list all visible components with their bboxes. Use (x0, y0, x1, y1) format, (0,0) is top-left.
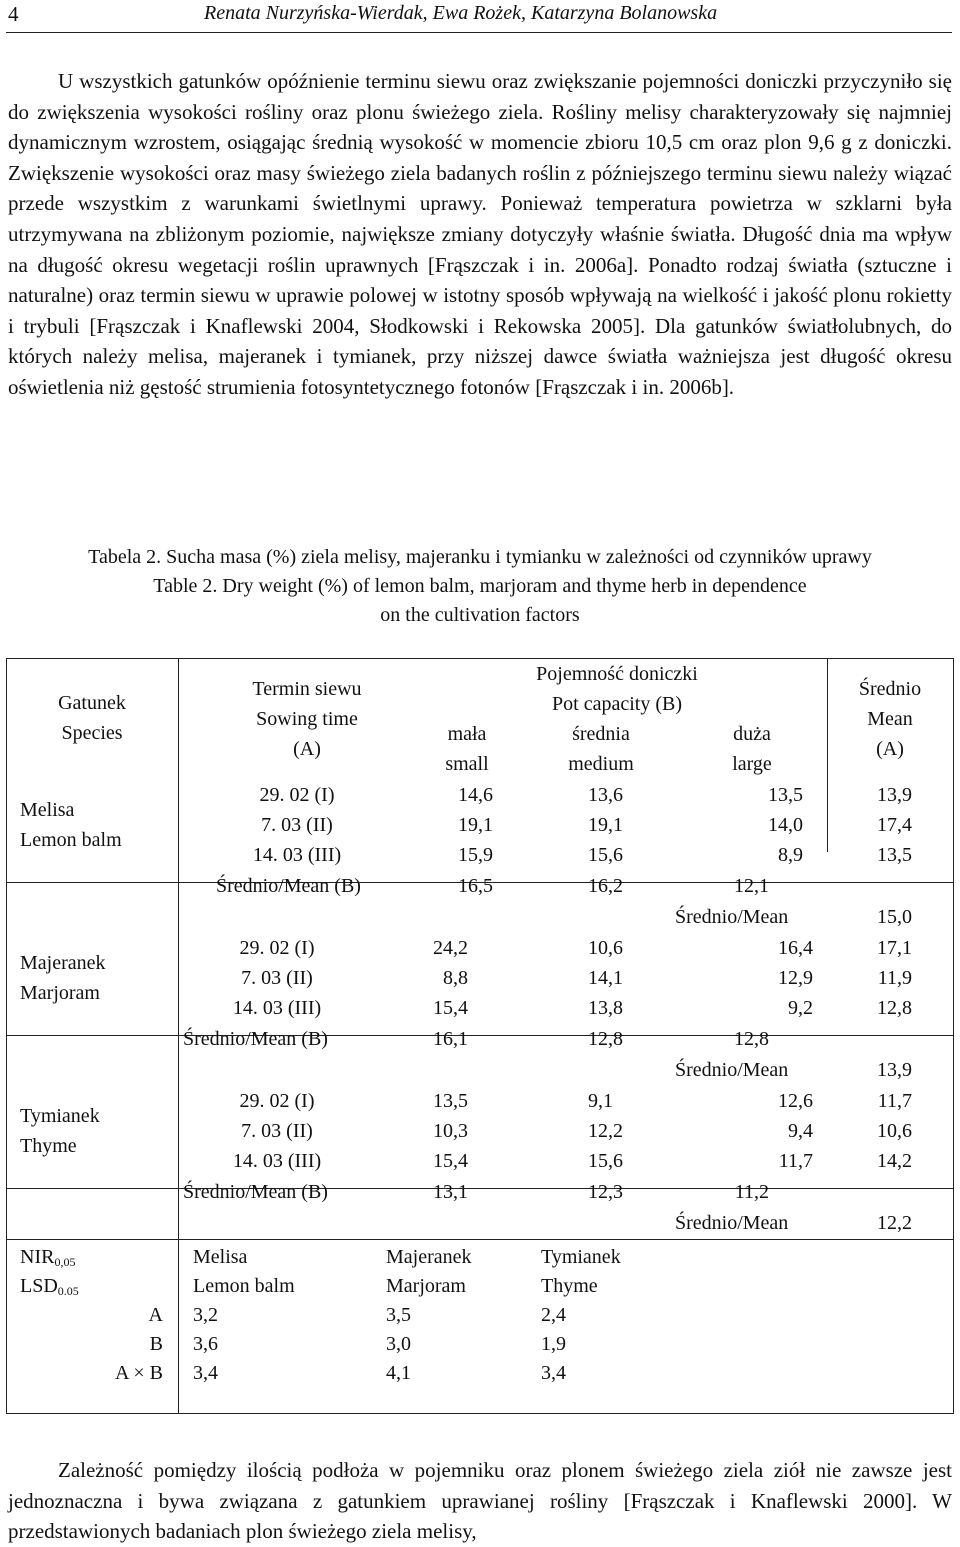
header-mean-en: Mean (867, 708, 913, 730)
header-medium-pl: średnia (572, 723, 630, 745)
mean-b-label: Średnio/Mean (B) (183, 1181, 328, 1203)
lsd-label (20, 1272, 79, 1302)
mean-b-cell: 16,1 (433, 1028, 468, 1050)
table-cell-mean-a: 17,4 (877, 814, 912, 836)
lsd-factor: A (148, 1304, 163, 1326)
header-rule (6, 32, 952, 33)
lsd-value: 1,9 (541, 1333, 566, 1355)
table-caption-en-line2: on the cultivation factors (380, 604, 580, 626)
header-mean-code: (A) (876, 738, 904, 760)
mean-label: Średnio/Mean (675, 1059, 789, 1081)
lsd-col-tymianek-en: Thyme (541, 1275, 598, 1297)
header-small-en: small (445, 753, 489, 775)
mean-b-cell: 12,8 (734, 1028, 769, 1050)
table-cell: 19,1 (588, 814, 623, 836)
lsd-value: 2,4 (541, 1304, 566, 1326)
lsd-subscript: 0.05 (57, 1284, 79, 1298)
lsd-factor: A × B (115, 1362, 163, 1384)
lsd-value: 3,4 (541, 1362, 566, 1384)
table-cell-mean-a: 13,9 (877, 784, 912, 806)
mean-b-cell: 16,2 (588, 875, 623, 897)
table-cell: 14,6 (458, 784, 493, 806)
table-cell: 12,6 (778, 1090, 813, 1112)
species-mean-value: 12,2 (877, 1212, 912, 1234)
body-paragraph-intro: U wszystkich gatunków opóźnienie terminu siewu oraz zwiększanie pojemności doniczki przyczyniło się do zwiększenia wysokości rośliny oraz plonu świeżego ziela. Rośliny melisy charakteryzowały się najmniej dynamicznym wzrostem, osiągając średnią wysokość w momencie zbioru 10,5 cm oraz plon 9,6 g z doniczki. Zwiększenie wysokości oraz masy świeżego ziela badanych roślin z późniejszego terminu siewu należy wiązać przede wszystkim z warunkami świetlnymi uprawy. Ponieważ temperatura powietrza w szklarni była utrzymywana na zbliżonym poziomie, największe zmiany dotyczyły właśnie światła. Długość dnia ma wpływ na długość okresu wegetacji roślin uprawnych [Frąszczak i in. 2006a]. Ponadto rodzaj światła (sztuczne i naturalne) oraz termin siewu w uprawie polowej w istotny sposób wpływają na wielkość i jakość plonu rokietty i trybuli [Frąszczak i Knaflewski 2004, Słodkowski i Rekowska 2005]. Dla gatunków światłolubnych, do których należy melisa, majeranek i tymianek, przy niższej dawce światła ważniejsza jest długość okresu oświetlenia niż gęstość strumienia fotosyntetycznego fotonów [Frąszczak i in. 2006b]. (8, 69, 952, 399)
sowing-date: 29. 02 (I) (239, 1090, 315, 1112)
table-caption-pl: Tabela 2. Sucha masa (%) ziela melisy, majeranku i tymianku w zależności od czynników uprawy (88, 546, 872, 568)
lsd-factor: B (149, 1333, 163, 1355)
header-small-pl: mała (447, 723, 487, 745)
sowing-date: 7. 03 (II) (241, 1120, 313, 1142)
lsd-value: 3,2 (193, 1304, 218, 1326)
lsd-value: 3,6 (193, 1333, 218, 1355)
mean-b-label: Średnio/Mean (B) (183, 1028, 328, 1050)
table-cell-mean-a: 11,9 (877, 967, 912, 989)
mean-label: Średnio/Mean (675, 906, 789, 928)
mean-b-label: Średnio/Mean (B) (216, 875, 361, 897)
table-cell-mean-a: 14,2 (877, 1150, 912, 1172)
species-tymianek-en: Thyme (20, 1135, 77, 1157)
table-cell: 24,2 (433, 937, 468, 959)
table-cell: 14,0 (768, 814, 803, 836)
header-species-en: Species (61, 722, 123, 744)
header-sowing-en: Sowing time (256, 708, 358, 730)
lsd-col-melisa-pl: Melisa (193, 1246, 248, 1268)
mean-b-cell: 16,5 (458, 875, 493, 897)
table-vline-species (178, 659, 179, 1413)
sowing-date: 14. 03 (III) (232, 1150, 322, 1172)
table-cell: 10,6 (588, 937, 623, 959)
running-header-authors: Renata Nurzyńska-Wierdak, Ewa Rożek, Katarzyna Bolanowska (204, 2, 718, 24)
lsd-text: LSD (20, 1275, 58, 1297)
table-cell: 12,9 (778, 967, 813, 989)
header-large-en: large (732, 753, 772, 775)
species-melisa-pl: Melisa (20, 799, 75, 821)
mean-b-cell: 12,1 (734, 875, 769, 897)
mean-b-cell: 13,1 (433, 1181, 468, 1203)
sowing-date: 14. 03 (III) (252, 844, 342, 866)
sowing-date: 29. 02 (I) (239, 937, 315, 959)
table-cell: 10,3 (433, 1120, 468, 1142)
table-hline-3 (7, 1188, 953, 1189)
table-cell: 13,6 (588, 784, 623, 806)
table-cell: 8,8 (443, 967, 468, 989)
page-number: 4 (8, 2, 19, 26)
table-cell: 13,8 (588, 997, 623, 1019)
table-cell: 16,4 (778, 937, 813, 959)
table-cell: 15,6 (588, 844, 623, 866)
table-cell: 9,1 (588, 1090, 613, 1112)
header-mean-pl: Średnio (858, 678, 922, 700)
species-mean-value: 13,9 (877, 1059, 912, 1081)
table-cell: 15,6 (588, 1150, 623, 1172)
lsd-value: 3,0 (386, 1333, 411, 1355)
header-large-pl: duża (733, 723, 771, 745)
species-majeranek-en: Marjoram (20, 982, 100, 1004)
header-medium-en: medium (568, 753, 634, 775)
mean-b-cell: 12,8 (588, 1028, 623, 1050)
lsd-col-melisa-en: Lemon balm (193, 1275, 295, 1297)
header-pot-en: Pot capacity (B) (552, 693, 682, 715)
header-pot-pl: Pojemność doniczki (536, 663, 698, 685)
lsd-col-majeranek-en: Marjoram (386, 1275, 466, 1297)
header-species-pl: Gatunek (58, 692, 126, 714)
table-cell: 15,4 (433, 997, 468, 1019)
sowing-date: 29. 02 (I) (259, 784, 335, 806)
table-cell-mean-a: 10,6 (877, 1120, 912, 1142)
table-hline-4 (7, 1239, 953, 1240)
nir-text: NIR (20, 1246, 55, 1268)
body-paragraph-closing: Zależność pomiędzy ilością podłoża w pojemniku oraz plonem świeżego ziela ziół nie zawsze jest jednoznaczna i bywa związana z gatunkiem uprawianej rośliny [Frąszczak i Knaflewski 2000]. W przedstawionych badaniach plon świeżego ziela melisy, (8, 1458, 952, 1544)
species-majeranek-pl: Majeranek (20, 952, 106, 974)
header-sowing-pl: Termin siewu (252, 678, 362, 700)
species-mean-value: 15,0 (877, 906, 912, 928)
dry-weight-table (6, 658, 954, 1414)
species-melisa-en: Lemon balm (20, 829, 122, 851)
table-cell: 13,5 (768, 784, 803, 806)
table-cell: 15,4 (433, 1150, 468, 1172)
table-cell-mean-a: 17,1 (877, 937, 912, 959)
table-cell-mean-a: 11,7 (877, 1090, 912, 1112)
table-cell: 9,4 (788, 1120, 813, 1142)
mean-label: Średnio/Mean (675, 1212, 789, 1234)
sowing-date: 14. 03 (III) (232, 997, 322, 1019)
nir-subscript: 0,05 (54, 1255, 76, 1269)
table-cell-mean-a: 12,8 (877, 997, 912, 1019)
mean-b-cell: 11,2 (734, 1181, 769, 1203)
table-cell: 12,2 (588, 1120, 623, 1142)
lsd-value: 4,1 (386, 1362, 411, 1384)
table-cell: 15,9 (458, 844, 493, 866)
sowing-date: 7. 03 (II) (261, 814, 333, 836)
table-cell-mean-a: 13,5 (877, 844, 912, 866)
table-cell: 13,5 (433, 1090, 468, 1112)
table-caption-en-line1: Table 2. Dry weight (%) of lemon balm, marjoram and thyme herb in dependence (153, 575, 807, 597)
mean-b-cell: 12,3 (588, 1181, 623, 1203)
table-hline-2 (7, 1035, 953, 1036)
header-sowing-code: (A) (293, 738, 321, 760)
lsd-col-tymianek-pl: Tymianek (541, 1246, 621, 1268)
table-cell: 11,7 (778, 1150, 813, 1172)
lsd-value: 3,4 (193, 1362, 218, 1384)
species-tymianek-pl: Tymianek (20, 1105, 100, 1127)
sowing-date: 7. 03 (II) (241, 967, 313, 989)
table-cell: 9,2 (788, 997, 813, 1019)
nir-label (20, 1243, 75, 1273)
lsd-value: 3,5 (386, 1304, 411, 1326)
table-cell: 19,1 (458, 814, 493, 836)
table-cell: 14,1 (588, 967, 623, 989)
table-cell: 8,9 (778, 844, 803, 866)
lsd-col-majeranek-pl: Majeranek (386, 1246, 472, 1268)
